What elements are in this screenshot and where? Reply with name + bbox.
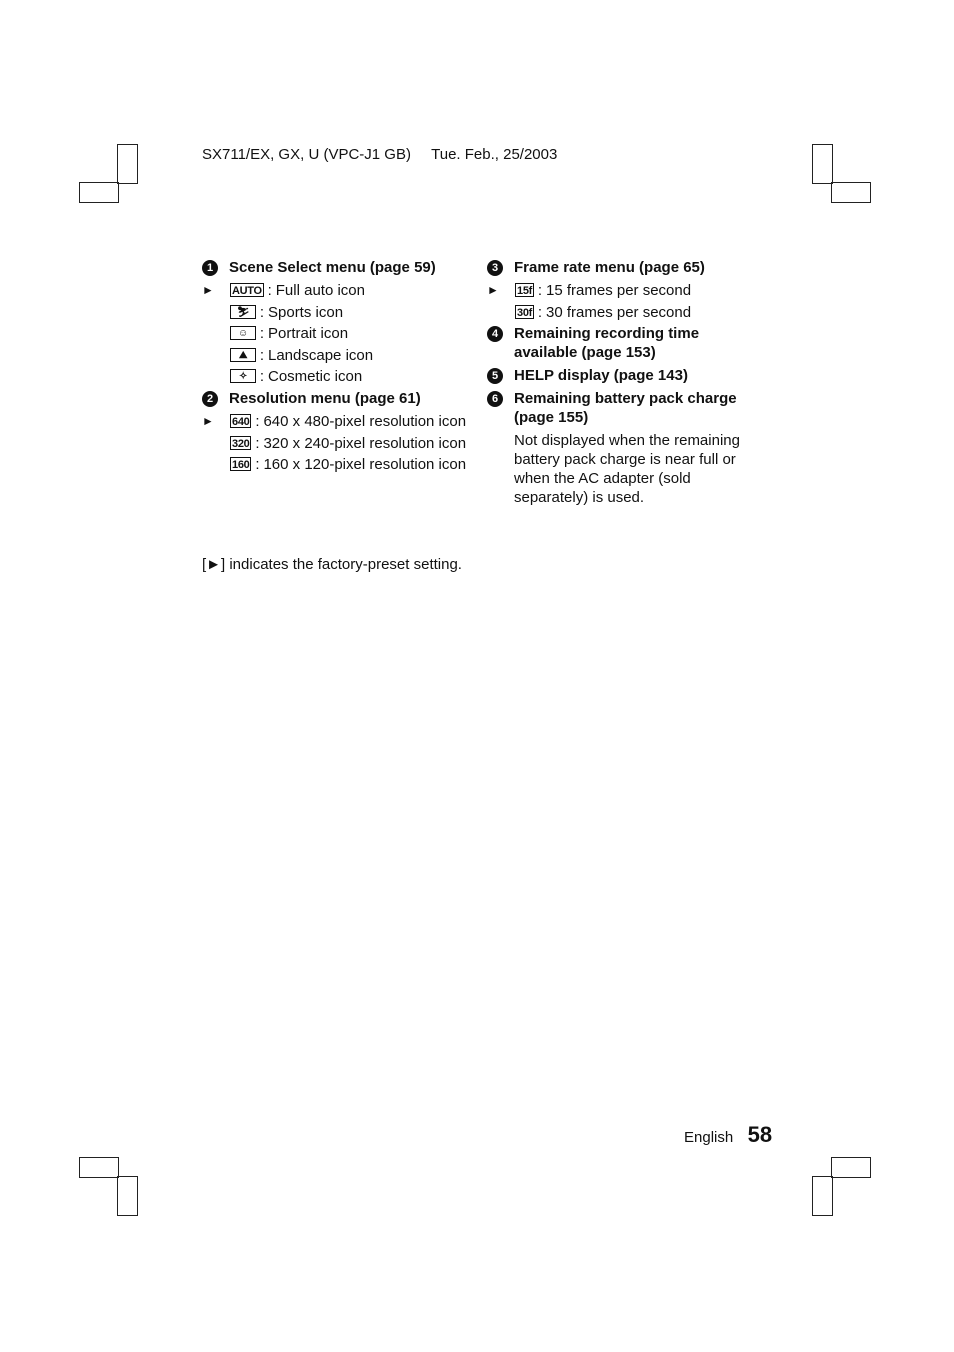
menu-option <box>202 412 472 431</box>
menu-option <box>202 434 472 453</box>
option-label: Portrait icon <box>268 325 349 342</box>
option-label: 30 frames per second <box>546 303 692 321</box>
portrait-icon: ☺ <box>230 326 256 340</box>
landscape-icon: ⛰ <box>230 348 256 362</box>
section-title: Frame rate menu (page 65) <box>514 259 705 276</box>
option-label: Full auto icon <box>275 282 365 299</box>
menu-section <box>487 389 752 507</box>
crop-mark <box>117 144 138 184</box>
crop-mark <box>812 144 833 184</box>
section-number-badge: 2 <box>202 391 218 407</box>
left-column <box>202 258 472 477</box>
section-number-badge: 5 <box>487 368 503 384</box>
right-column <box>487 258 752 507</box>
menu-option <box>487 281 752 300</box>
crop-mark <box>831 1157 871 1178</box>
option-label: 15 frames per second <box>546 282 692 299</box>
option-label: 320 x 240-pixel resolution icon <box>263 434 467 452</box>
full-auto-icon: AUTO <box>232 285 262 297</box>
section-heading <box>487 258 752 277</box>
colon-separator: : <box>537 282 543 299</box>
section-heading <box>487 324 752 362</box>
crop-mark <box>79 1157 119 1178</box>
section-number-badge: 1 <box>202 260 218 276</box>
colon-separator: : <box>255 434 260 452</box>
default-marker-icon: ► <box>487 283 499 297</box>
section-number-badge: 3 <box>487 260 503 276</box>
section-heading <box>487 389 752 427</box>
section-description: Not displayed when the remaining battery pack charge is near full or when the AC adapter (sold separately) is used. <box>514 432 740 506</box>
section-title: HELP display (page 143) <box>514 367 688 384</box>
option-label: 160 x 120-pixel resolution icon <box>263 456 467 473</box>
menu-option <box>202 324 472 343</box>
menu-option <box>202 281 472 300</box>
section-heading <box>202 258 472 277</box>
menu-option <box>202 367 472 386</box>
section-title: Remaining battery pack charge (page 155) <box>514 390 737 426</box>
default-marker-icon: ► <box>202 414 214 428</box>
colon-separator: : <box>259 325 265 342</box>
resolution-160-icon: 160 <box>232 459 250 471</box>
menu-option <box>202 346 472 365</box>
menu-section <box>202 258 472 386</box>
colon-separator: : <box>255 456 260 473</box>
factory-preset-note: [►] indicates the factory-preset setting. <box>202 556 462 573</box>
page-footer <box>684 1122 772 1148</box>
section-title: Remaining recording time available (page 153) <box>514 325 700 361</box>
section-title: Resolution menu (page 61) <box>229 390 421 407</box>
crop-mark <box>831 182 871 203</box>
section-title: Scene Select menu (page 59) <box>229 259 436 276</box>
colon-separator: : <box>259 303 265 321</box>
colon-separator: : <box>267 282 272 299</box>
crop-mark <box>117 1176 138 1216</box>
section-number-badge: 6 <box>487 391 503 407</box>
menu-option <box>202 455 472 474</box>
print-header <box>202 146 557 163</box>
cosmetic-icon: ✧ <box>230 369 256 383</box>
menu-option <box>487 303 752 322</box>
header-date: Tue. Feb., 25/2003 <box>431 146 558 163</box>
resolution-640-icon: 640 <box>232 416 250 428</box>
section-heading <box>487 366 752 385</box>
sports-icon: ⛷ <box>230 305 256 319</box>
option-label: Sports icon <box>268 303 344 321</box>
menu-section <box>202 389 472 474</box>
section-number-badge: 4 <box>487 326 503 342</box>
footer-language: English <box>684 1129 734 1146</box>
colon-separator: : <box>259 368 265 385</box>
crop-mark <box>79 182 119 203</box>
frame-rate-30f-icon: 30f <box>517 306 532 319</box>
option-label: Landscape icon <box>268 346 374 364</box>
header-model: SX711/EX, GX, U (VPC-J1 GB) <box>202 146 411 163</box>
section-heading <box>202 389 472 408</box>
menu-section <box>487 324 752 362</box>
frame-rate-15f-icon: 15f <box>517 285 532 297</box>
colon-separator: : <box>259 346 265 364</box>
menu-section <box>487 258 752 322</box>
menu-section <box>487 366 752 385</box>
colon-separator: : <box>537 303 543 321</box>
crop-mark <box>812 1176 833 1216</box>
resolution-320-icon: 320 <box>232 437 250 450</box>
menu-option <box>202 303 472 322</box>
default-marker-icon: ► <box>202 283 214 297</box>
page-number: 58 <box>747 1122 773 1147</box>
option-label: Cosmetic icon <box>268 368 363 385</box>
colon-separator: : <box>255 413 260 430</box>
option-label: 640 x 480-pixel resolution icon <box>263 413 467 430</box>
